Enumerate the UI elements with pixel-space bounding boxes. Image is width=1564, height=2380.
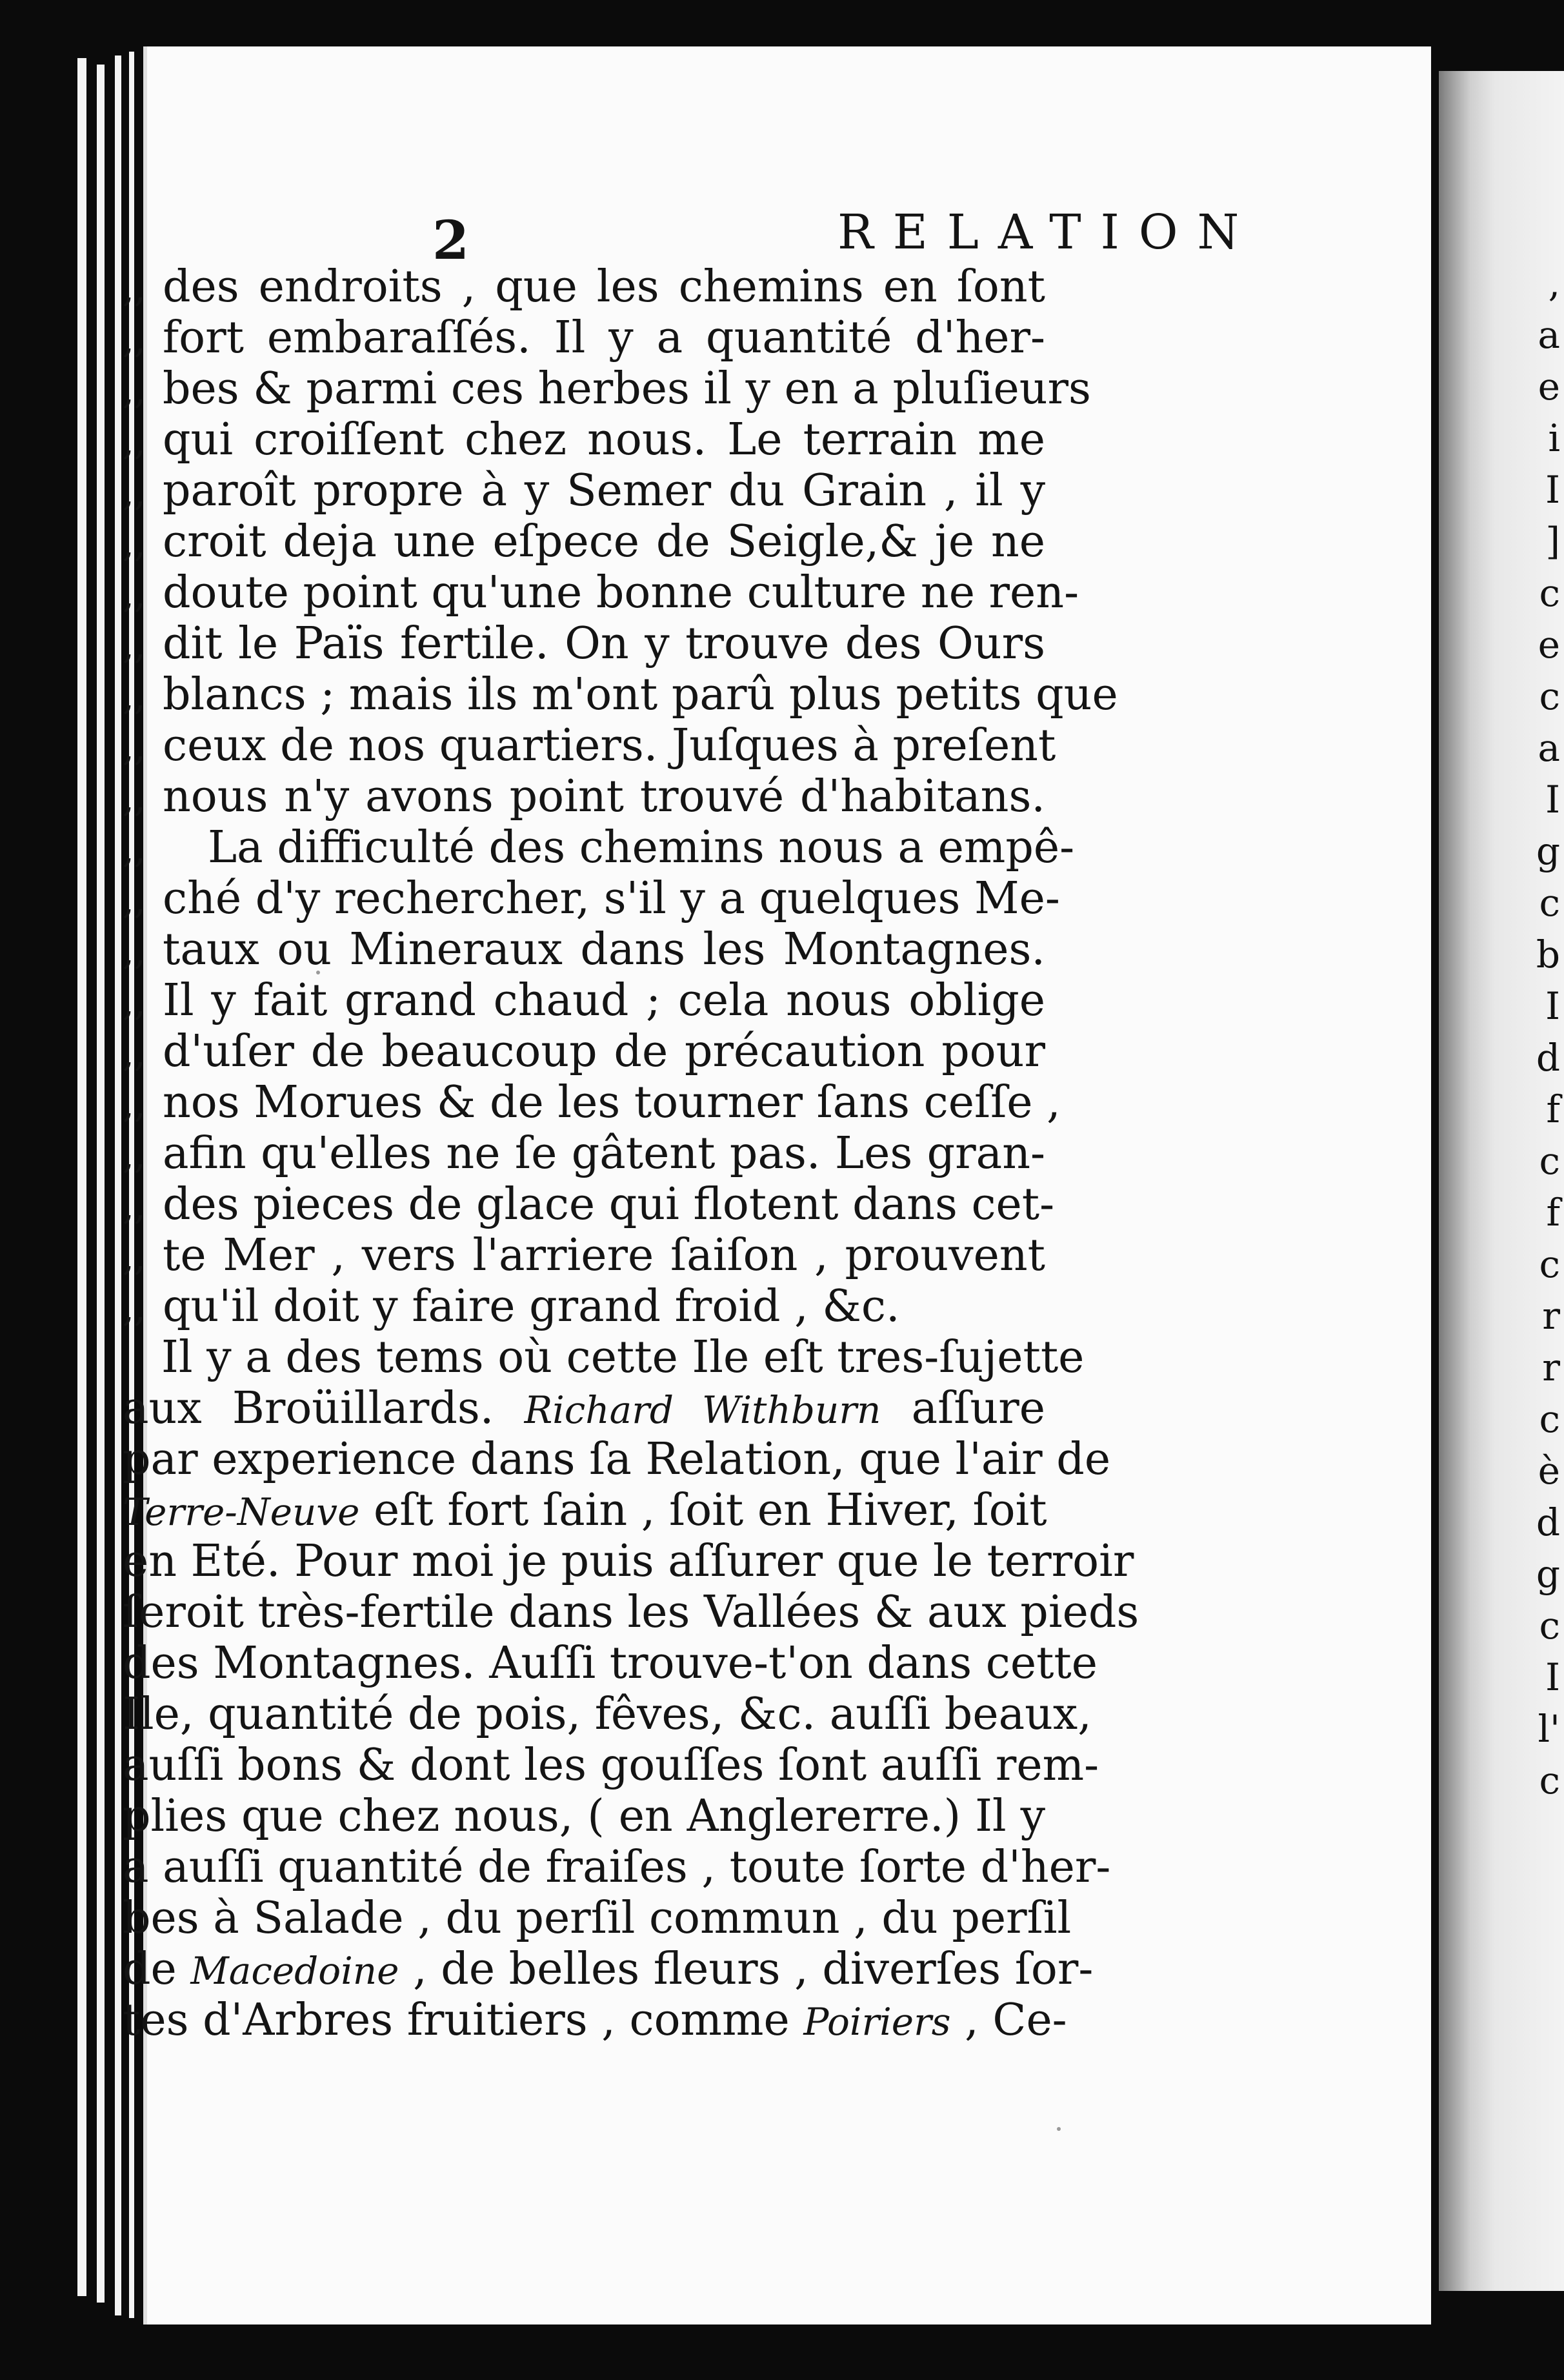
quote-mark: ,,: [123, 268, 146, 310]
line-text: en Eté. Pour moi je puis aſſurer que le terroir: [123, 1536, 1134, 1587]
line-text: bes & parmi ces herbes il y en a pluſieurs: [163, 363, 1091, 414]
facing-page-glyph: d: [1536, 1500, 1560, 1544]
facing-page-glyph: c: [1539, 1604, 1560, 1648]
italic-name: Poiriers: [803, 2000, 951, 2044]
quote-mark: ,,: [123, 931, 146, 973]
facing-page-glyph: l': [1538, 1707, 1560, 1751]
quote-mark: ,,: [123, 1237, 146, 1279]
italic-name: Macedoine: [190, 1949, 399, 1993]
text-line: [123, 924, 1045, 975]
line-text: des endroits , que les chemins en ſont: [163, 261, 1045, 312]
quote-mark: ,,: [123, 319, 146, 361]
line-text: ſeroit très-fertile dans les Vallées & aux pieds: [123, 1587, 1139, 1638]
line-fragment: eſt fort ſain , ſoit en Hiver, ſoit: [359, 1485, 1047, 1536]
facing-page-glyph: r: [1542, 1294, 1560, 1338]
italic-name: Richard Withburn: [524, 1388, 881, 1432]
facing-page-glyph: c: [1539, 674, 1560, 718]
line-text: fort embaraſſés. Il y a quantité d'her-: [163, 312, 1045, 363]
line-fragment: , de belles fleurs , diverſes ſor-: [399, 1944, 1094, 1995]
facing-page-glyph: I: [1545, 468, 1560, 512]
facing-page-glyph: g: [1536, 1552, 1560, 1596]
page-edge: [97, 65, 105, 2303]
quote-mark: ,,: [123, 1033, 146, 1075]
facing-page-glyph: c: [1539, 881, 1560, 925]
line-text: nous n'y avons point trouvé d'habitans.: [163, 771, 1045, 822]
line-text: qui croiſſent chez nous. Le terrain me: [163, 414, 1045, 465]
facing-page-glyph: ,: [1548, 261, 1560, 305]
quote-mark: ,,: [123, 727, 146, 769]
page-edge: [115, 55, 121, 2315]
facing-page-glyph: ]: [1545, 519, 1560, 563]
line-text: [123, 1995, 1067, 2048]
line-text: afin qu'elles ne ſe gâtent pas. Les gran-: [163, 1128, 1045, 1179]
line-text: nos Morues & de les tourner ſans ceſſe ,: [163, 1077, 1061, 1128]
text-line: [123, 1026, 1045, 1077]
facing-page-glyph: r: [1542, 1346, 1560, 1389]
line-fragment: , Ce-: [950, 1995, 1067, 2046]
text-line: [123, 822, 1075, 873]
quote-mark: ,,: [123, 1084, 146, 1126]
line-text: ché d'y rechercher, s'il y a quelques Me-: [163, 873, 1060, 924]
line-text: dit le Païs fertile. On y trouve des Ours: [163, 618, 1045, 669]
line-text: paroît propre à y Semer du Grain , il y: [163, 465, 1045, 516]
facing-page-glyph: a: [1538, 313, 1560, 357]
text-line: [123, 465, 1045, 516]
text-line: [123, 1179, 1055, 1230]
line-text: Ile, quantité de pois, fêves, &c. auſſi beaux,: [123, 1689, 1092, 1740]
facing-page-glyph: e: [1538, 365, 1560, 408]
facing-page-sliver: [1439, 71, 1564, 2291]
line-fragment: aux Broüillards.: [123, 1383, 525, 1434]
text-line: [123, 1791, 1045, 1842]
line-text: Il y a des tems où cette Ile eſt tres-ſujette: [161, 1332, 1085, 1383]
line-text: qu'il doit y faire grand froid , &c.: [163, 1281, 900, 1332]
line-text: plies que chez nous, ( en Anglererre.) Il y: [123, 1791, 1045, 1842]
facing-page-glyph: I: [1545, 1655, 1560, 1699]
line-fragment: tes d'Arbres fruitiers , comme: [123, 1995, 804, 2046]
facing-page-glyph: c: [1539, 571, 1560, 615]
facing-page-glyph: è: [1538, 1449, 1560, 1493]
line-text: [123, 1944, 1094, 1997]
line-text: des pieces de glace qui flotent dans cet-: [163, 1179, 1055, 1230]
line-text: La difficulté des chemins nous a empê-: [208, 822, 1075, 873]
facing-page-glyph: I: [1545, 778, 1560, 822]
text-line: [123, 1842, 1111, 1893]
running-head: [277, 165, 1374, 272]
page-text-block: [123, 165, 1374, 2046]
text-line: [123, 567, 1079, 618]
text-line: [123, 771, 1045, 822]
page-edge: [77, 58, 86, 2296]
line-text: ceux de nos quartiers. Juſques à preſent: [163, 720, 1056, 771]
line-text: te Mer , vers l'arriere ſaiſon , prouvent: [163, 1230, 1045, 1281]
quote-mark: ,,: [123, 523, 146, 565]
line-text: doute point qu'une bonne culture ne ren-: [163, 567, 1079, 618]
line-text: a auſſi quantité de fraiſes , toute ſorte d'her-: [123, 1842, 1111, 1893]
quote-mark: ,,: [123, 1186, 146, 1228]
quote-mark: ,,: [123, 982, 146, 1024]
text-line: [123, 720, 1056, 771]
quote-mark: ,,: [123, 1135, 146, 1177]
running-title: RELATION: [837, 205, 1259, 260]
text-line: [123, 1689, 1092, 1740]
text-line: [123, 618, 1045, 669]
italic-name: Terre-Neuve: [123, 1490, 360, 1534]
line-text: Il y fait grand chaud ; cela nous oblige: [163, 975, 1045, 1026]
quote-mark: ,,: [123, 1288, 146, 1330]
text-line: [123, 1638, 1098, 1689]
text-line: [123, 1485, 1045, 1536]
line-text: taux ou Mineraux dans les Montagnes.: [163, 924, 1045, 975]
text-line: [123, 669, 1118, 720]
text-line: [123, 1434, 1111, 1485]
facing-page-glyph: i: [1548, 416, 1560, 460]
text-line: [123, 312, 1045, 363]
quote-mark: ,,: [123, 829, 146, 871]
body-text: [123, 261, 1219, 2046]
facing-page-glyph: c: [1539, 1242, 1560, 1286]
line-text: [123, 1383, 1045, 1436]
facing-page-glyph: g: [1536, 829, 1560, 873]
quote-mark: ,,: [123, 472, 146, 514]
text-line: [123, 1944, 1094, 1995]
line-text: blancs ; mais ils m'ont parû plus petits que: [163, 669, 1118, 720]
facing-page-glyph: I: [1545, 984, 1560, 1028]
quote-mark: ,,: [123, 880, 146, 922]
text-line: [123, 1332, 1085, 1383]
text-line: [123, 1893, 1072, 1944]
text-line: [123, 261, 1045, 312]
line-text: [123, 1485, 1045, 1538]
line-fragment: de: [123, 1944, 191, 1995]
line-text: par experience dans ſa Relation, que l'air de: [123, 1434, 1111, 1485]
line-text: bes à Salade , du perſil commun , du perſil: [123, 1893, 1072, 1944]
facing-page-glyph: a: [1538, 726, 1560, 770]
line-text: croit deja une eſpece de Seigle,& je ne: [163, 516, 1045, 567]
facing-page-glyph: c: [1539, 1139, 1560, 1183]
text-line: [123, 1536, 1134, 1587]
text-line: [123, 1740, 1099, 1791]
text-line: [123, 1995, 1067, 2046]
text-line: [123, 1128, 1045, 1179]
facing-page-glyph: e: [1538, 623, 1560, 667]
quote-mark: ,,: [123, 370, 146, 412]
text-line: [123, 516, 1045, 567]
facing-page-glyph: b: [1536, 933, 1560, 976]
page-number: 2: [432, 210, 470, 272]
text-line: [123, 975, 1045, 1026]
text-line: [123, 414, 1045, 465]
facing-page-glyph: f: [1546, 1087, 1560, 1131]
line-text: auſſi bons & dont les gouſſes ſont auſſi rem-: [123, 1740, 1099, 1791]
text-line: [123, 1281, 1045, 1332]
facing-page-glyph: c: [1539, 1397, 1560, 1441]
quote-mark: ,,: [123, 421, 146, 463]
quote-mark: ,,: [123, 778, 146, 820]
text-line: [123, 873, 1060, 924]
line-text: d'uſer de beaucoup de précaution pour: [163, 1026, 1045, 1077]
line-text: des Montagnes. Auſſi trouve-t'on dans cette: [123, 1638, 1098, 1689]
quote-mark: ,,: [123, 574, 146, 616]
text-line: [123, 363, 1091, 414]
quote-mark: ,,: [123, 625, 146, 667]
quote-mark: ,,: [123, 676, 146, 718]
text-line: [123, 1077, 1061, 1128]
text-line: [123, 1587, 1139, 1638]
line-fragment: aſſure: [881, 1383, 1045, 1434]
text-line: [123, 1230, 1045, 1281]
text-line: [123, 1383, 1045, 1434]
facing-page-glyph: d: [1536, 1036, 1560, 1080]
facing-page-glyph: c: [1539, 1759, 1560, 1802]
facing-page-glyph: f: [1546, 1191, 1560, 1235]
